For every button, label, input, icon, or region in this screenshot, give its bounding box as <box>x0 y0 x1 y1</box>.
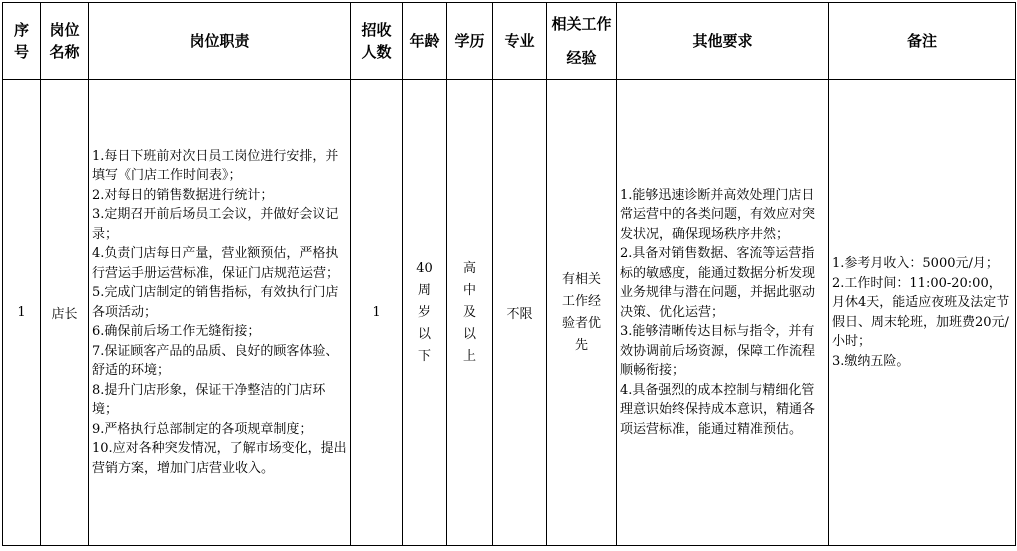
cell-remarks <box>829 80 1016 546</box>
cell-age: 40周岁以下 <box>403 80 447 546</box>
cell-experience: 有相关工作经验者优先 <box>547 80 617 546</box>
header-row <box>3 3 1016 80</box>
header-major: 专业 <box>493 3 547 80</box>
cell-major: 不限 <box>493 80 547 546</box>
remarks-text: 1.参考月收入：5000元/月； 2.工作时间：11:00-20:00，月休4天，能适应夜班及法定节假日、周末轮班，加班费20元/小时； 3.缴纳五险。 <box>832 256 1010 369</box>
header-headcount: 招收人数 <box>351 3 403 80</box>
table-row <box>3 80 1016 546</box>
cell-education: 高中及以上 <box>447 80 493 546</box>
header-other-requirements: 其他要求 <box>617 3 829 80</box>
header-duties: 岗位职责 <box>89 3 351 80</box>
header-position-name: 岗位名称 <box>41 3 89 80</box>
cell-duties <box>89 80 351 546</box>
cell-other-requirements <box>617 80 829 546</box>
job-table <box>2 2 1016 546</box>
header-seq: 序号 <box>3 3 41 80</box>
other-requirements-text: 1.能够迅速诊断并高效处理门店日常运营中的各类问题，有效应对突发状况，确保现场秩序井然； 2.具备对销售数据、客流等运营指标的敏感度，能通过数据分析发现业务规律与潜在问题，并据此驱动决策、优化运营； 3.能够清晰传达目标与指令，并有效协调前后场资源，保障工作流程顺畅衔接； 4.具备强烈的成本控制与精细化管理意识始终保持成本意识，精通各项运营标准，能通过精准预估。 <box>620 187 816 437</box>
header-age: 年龄 <box>403 3 447 80</box>
header-experience: 相关工作经验 <box>547 3 617 80</box>
duties-text: 1.每日下班前对次日员工岗位进行安排，并填写《门店工作时间表》； 2.对每日的销售数据进行统计； 3.定期召开前后场员工会议，并做好会议记录； 4.负责门店每日产量，营业额预估，严格执行营运手册运营标准，保证门店规范运营； 5.完成门店制定的销售指标，有效执行门店各项活动； 6.确保前后场工作无缝衔接； 7.保证顾客产品的品质、良好的顾客体验、舒适的环境； 8.提升门店形象，保证干净整洁的门店环境； 9.严格执行总部制定的各项规章制度； 10.应对各种突发情况，了解市场变化，提出营销方案，增加门店营业收入。 <box>92 148 347 476</box>
header-education: 学历 <box>447 3 493 80</box>
cell-position-name: 店长 <box>41 80 89 546</box>
cell-seq: 1 <box>3 80 41 546</box>
cell-headcount: 1 <box>351 80 403 546</box>
header-remarks: 备注 <box>829 3 1016 80</box>
